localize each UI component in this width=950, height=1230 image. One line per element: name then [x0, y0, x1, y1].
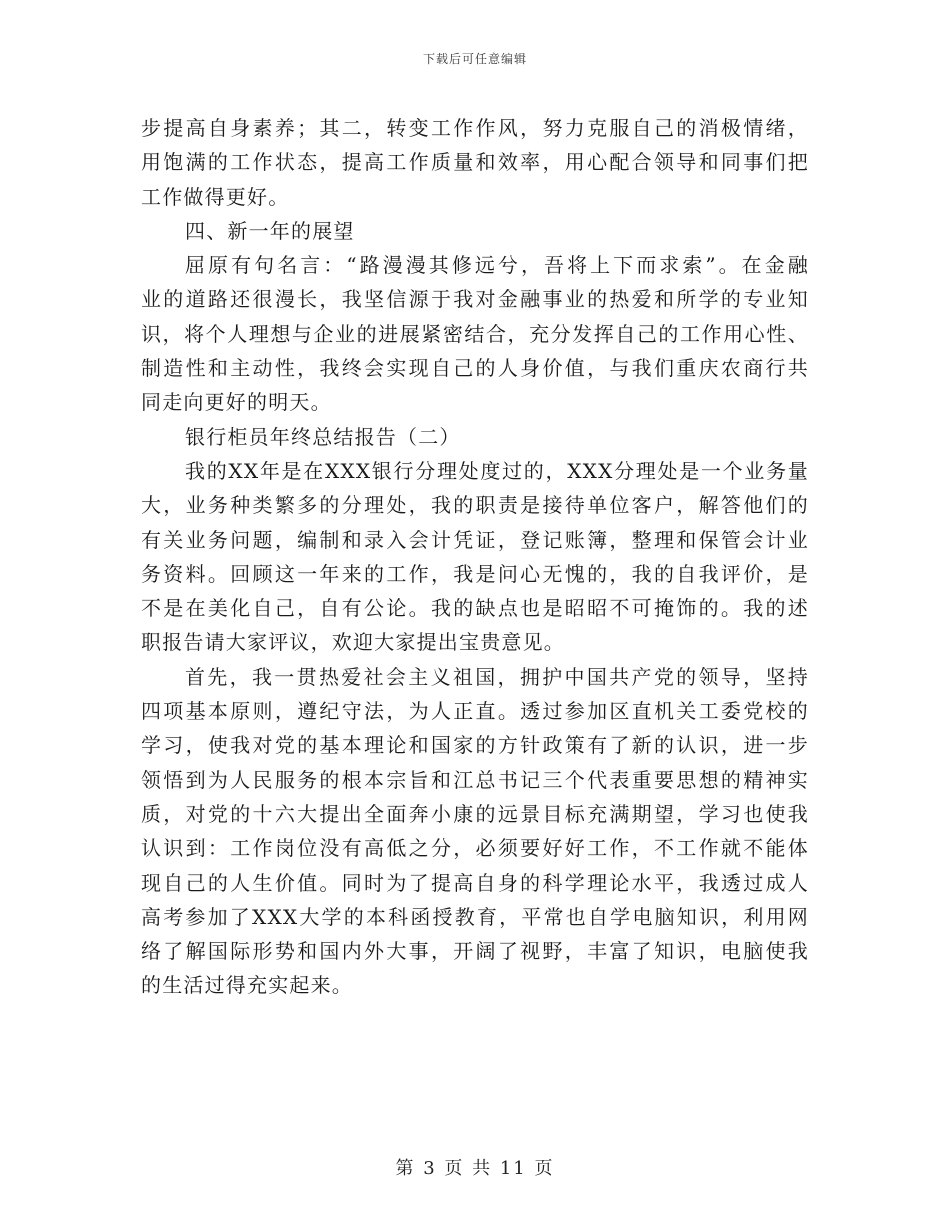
- text-line: 职报告请大家评议，欢迎大家提出宝贵意见。: [141, 630, 565, 655]
- text-line: 领悟到为人民服务的根本宗旨和江总书记三个代表重要思想的精神实: [141, 767, 809, 792]
- text-line: 有关业务问题，编制和录入会计凭证，登记账簿，整理和保管会计业: [141, 527, 809, 552]
- text-line: 识，将个人理想与企业的进展紧密结合，充分发挥自己的工作用心性、: [141, 321, 809, 346]
- text-line: 大，业务种类繁多的分理处，我的职责是接待单位客户，解答他们的: [141, 493, 809, 518]
- text-line: 工作做得更好。: [141, 184, 290, 209]
- page-header: 下载后可任意编辑: [422, 52, 527, 66]
- text-line: 务资料。回顾这一年来的工作，我是问心无愧的，我的自我评价，是: [141, 561, 809, 586]
- text-line: 学习，使我对党的基本理论和国家的方针政策有了新的认识，进一步: [141, 733, 809, 758]
- text-line: 认识到：工作岗位没有高低之分，必须要好好工作，不工作就不能体: [141, 836, 809, 861]
- section-heading: 四、新一年的展望: [185, 218, 355, 243]
- document-body: [141, 111, 809, 1003]
- text-line: 不是在美化自己，自有公论。我的缺点也是昭昭不可掩饰的。我的述: [141, 596, 809, 621]
- text-line: 质，对党的十六大提出全面奔小康的远景目标充满期望，学习也使我: [141, 801, 809, 826]
- text-line: 屈原有句名言：“路漫漫其修远兮，吾将上下而求索”。在金融: [185, 253, 809, 278]
- text-line: 我的XX年是在XXX银行分理处度过的，XXX分理处是一个业务量: [185, 458, 809, 483]
- text-line: 业的道路还很漫长，我坚信源于我对金融事业的热爱和所学的专业知: [141, 287, 809, 312]
- text-line: 四项基本原则，遵纪守法，为人正直。透过参加区直机关工委党校的: [141, 699, 809, 724]
- text-line: 用饱满的工作状态，提高工作质量和效率，用心配合领导和同事们把: [141, 150, 809, 175]
- text-line: 步提高自身素养；其二，转变工作作风，努力克服自己的消极情绪，: [141, 116, 809, 140]
- text-line: 同走向更好的明天。: [141, 390, 332, 415]
- text-line: 的生活过得充实起来。: [141, 973, 353, 998]
- text-line: 首先，我一贯热爱社会主义祖国，拥护中国共产党的领导，坚持: [185, 664, 809, 689]
- text-line: 高考参加了XXX大学的本科函授教育，平常也自学电脑知识，利用网: [141, 904, 809, 929]
- text-line: 制造性和主动性，我终会实现自己的人身价值，与我们重庆农商行共: [141, 356, 809, 381]
- page-number-footer: 第 3 页 共 11 页: [395, 1158, 555, 1179]
- text-line: 络了解国际形势和国内外大事，开阔了视野，丰富了知识，电脑使我: [141, 939, 809, 964]
- report-title: 银行柜员年终总结报告（二）: [185, 424, 461, 449]
- text-line: 现自己的人生价值。同时为了提高自身的科学理论水平，我透过成人: [141, 870, 809, 895]
